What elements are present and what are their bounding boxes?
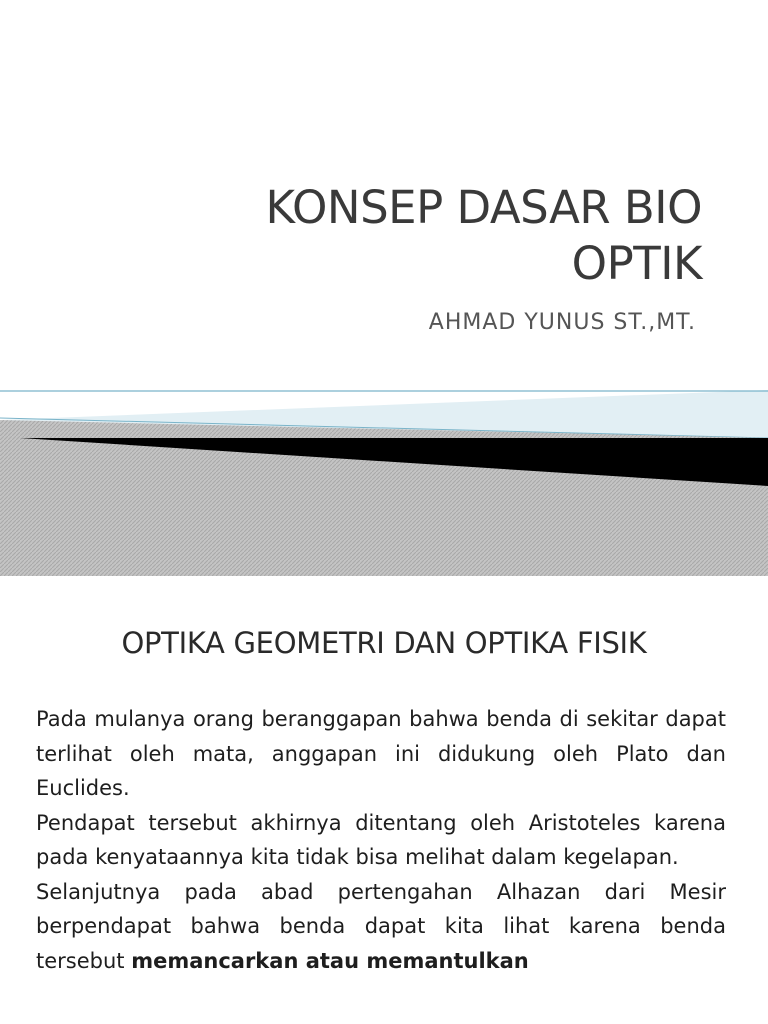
paragraph-3 [36, 875, 726, 979]
content-heading: OPTIKA GEOMETRI DAN OPTIKA FISIK [121, 626, 647, 660]
content-body [36, 702, 726, 978]
slide-subtitle: AHMAD YUNUS ST.,MT. [428, 310, 696, 335]
paragraph-3-bold: memancarkan atau memantulkan [131, 948, 529, 973]
title-line-2: OPTIK [571, 237, 702, 290]
paragraph-2: Pendapat tersebut akhirnya ditentang oleh Aristoteles karena pada kenyataannya kita tidak bisa melihat dalam kegelapan. [36, 810, 726, 869]
paragraph-3-text: Selanjutnya pada abad pertengahan Alhazan dari Mesir berpendapat bahwa benda dapat kita lihat karena benda tersebut [36, 879, 726, 973]
slide-title [62, 180, 702, 292]
content-slide [0, 576, 768, 1024]
decorative-band [0, 380, 768, 576]
title-line-1: KONSEP DASAR BIO [265, 181, 702, 234]
paragraph-1: Pada mulanya orang beranggapan bahwa benda di sekitar dapat terlihat oleh mata, anggapan ini didukung oleh Plato dan Euclides. [36, 707, 726, 800]
